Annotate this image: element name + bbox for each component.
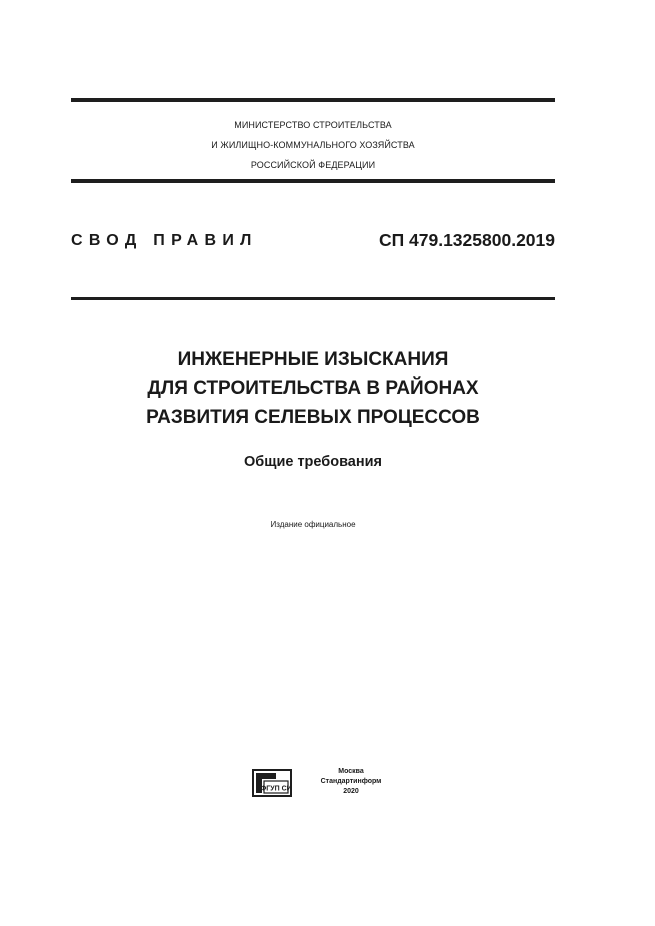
- ministry-line-3: РОССИЙСКОЙ ФЕДЕРАЦИИ: [250, 160, 376, 170]
- middle-divider: [71, 179, 555, 183]
- document-code-row: [71, 230, 555, 256]
- imprint: [296, 767, 406, 797]
- standartinform-logo-icon: [252, 768, 292, 798]
- logo-text: ФГУП СИ: [260, 785, 292, 793]
- title-line-3: РАЗВИТИЯ СЕЛЕВЫХ ПРОЦЕССОВ: [146, 407, 480, 428]
- document-type: СВОД ПРАВИЛ: [71, 232, 258, 249]
- ministry-line-2: И ЖИЛИЩНО-КОММУНАЛЬНОГО ХОЗЯЙСТВА: [211, 140, 415, 150]
- document-subtitle: Общие требования: [243, 454, 383, 470]
- imprint-publisher: Стандартинформ: [320, 778, 382, 785]
- ministry-name: [71, 115, 555, 175]
- top-divider: [71, 98, 555, 102]
- imprint-city: Москва: [338, 768, 364, 775]
- edition-note: Издание официальное: [270, 520, 356, 529]
- title-line-2: ДЛЯ СТРОИТЕЛЬСТВА В РАЙОНАХ: [147, 378, 479, 399]
- document-title: [71, 345, 555, 432]
- lower-divider: [71, 297, 555, 300]
- ministry-line-1: МИНИСТЕРСТВО СТРОИТЕЛЬСТВА: [234, 120, 392, 130]
- document-number: СП 479.1325800.2019: [378, 230, 555, 250]
- imprint-year: 2020: [343, 788, 359, 795]
- title-line-1: ИНЖЕНЕРНЫЕ ИЗЫСКАНИЯ: [177, 349, 449, 370]
